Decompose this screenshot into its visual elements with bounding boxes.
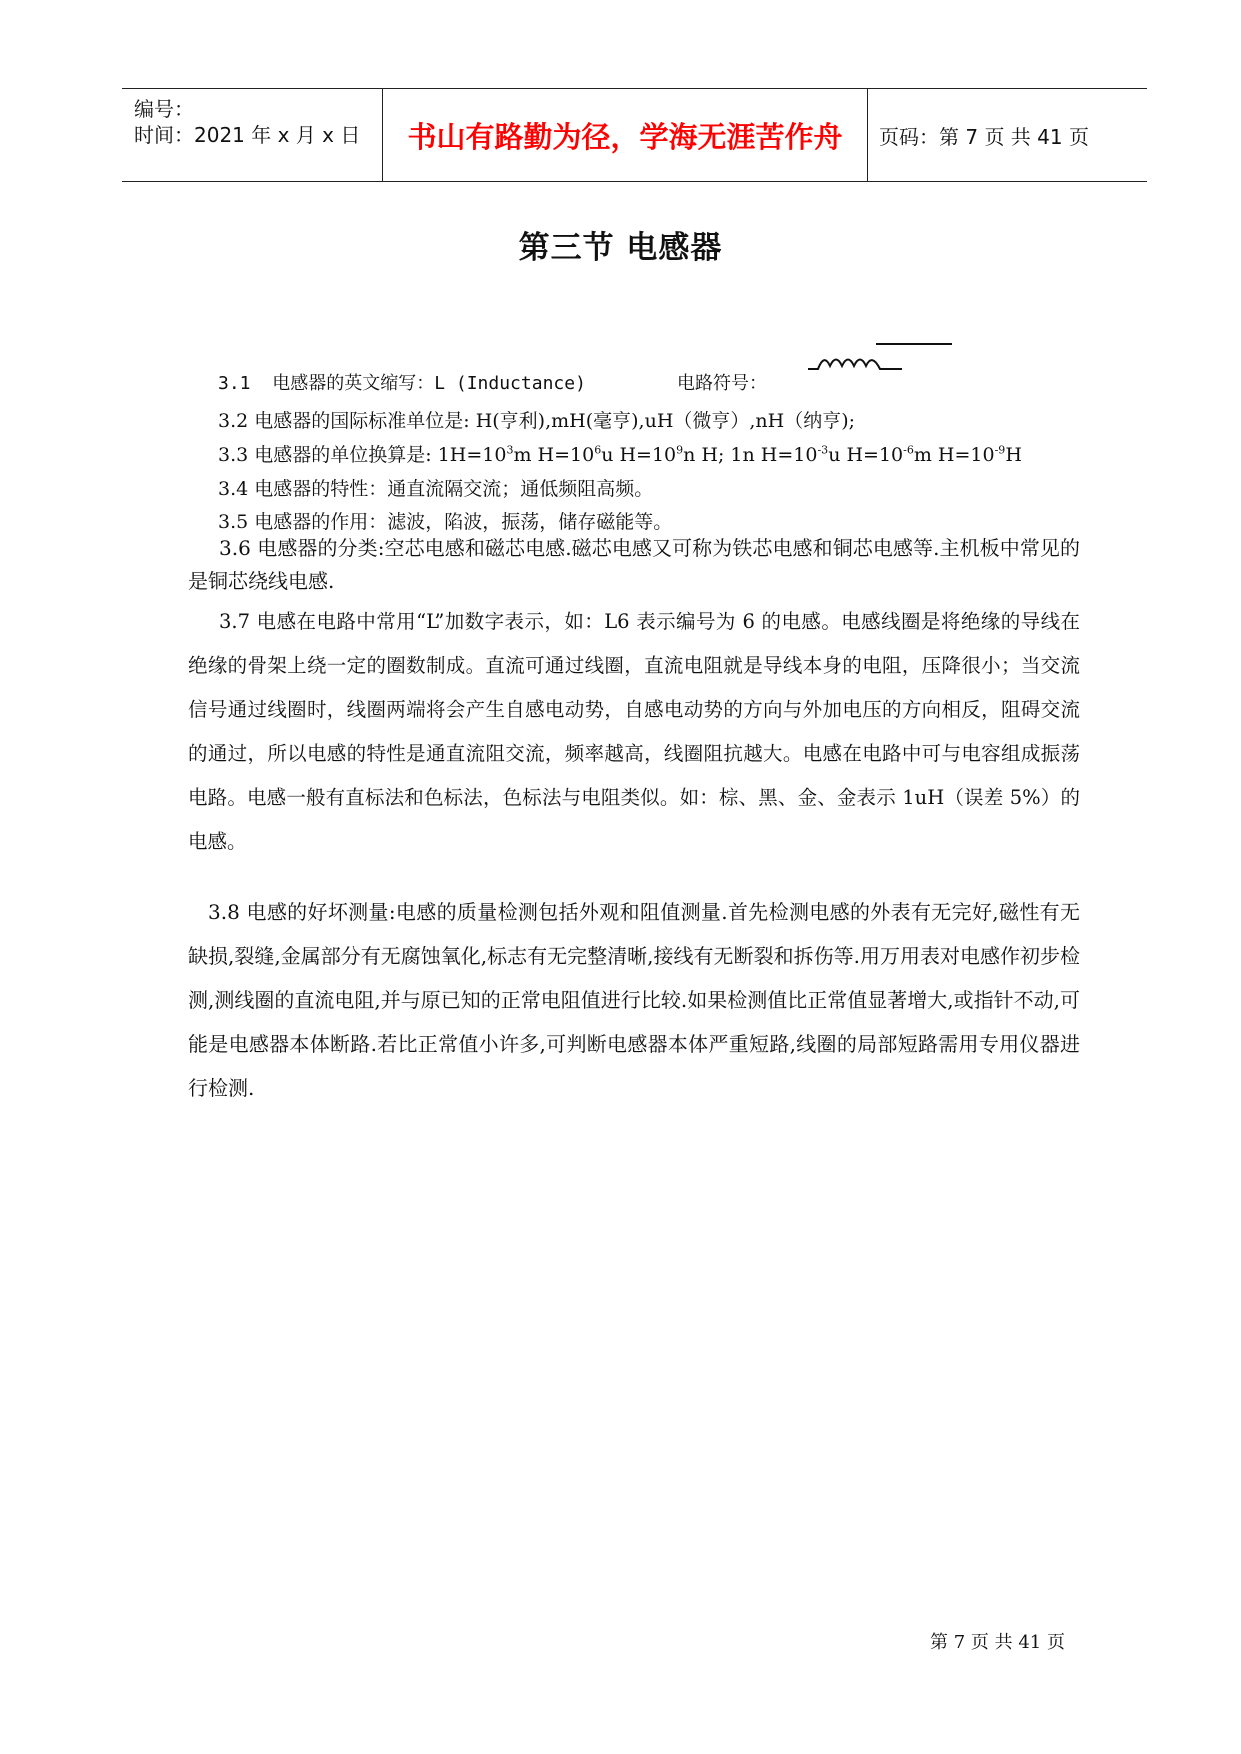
item-3-1 [218,369,586,395]
item-3-7 [188,600,1080,864]
page-footer: 第 7 页 共 41 页 [930,1632,1065,1653]
conv-f: u H=10 [828,444,904,466]
item-3-5: 3.5 电感器的作用：滤波，陷波，振荡，储存磁能等。 [218,511,673,533]
item-3-6-text: 3.6 电感器的分类:空芯电感和磁芯电感.磁芯电感又可称为铁芯电感和铜芯电感等.主机板中常见的是铜芯绕线电感. [188,536,1080,593]
exp-2: 6 [594,443,602,457]
time-label: 时间：2021 年 x 月 x 日 [134,123,361,147]
symbol-label: 电路符号： [677,373,767,394]
item-3-1-text: 电感器的英文缩写：L (Inductance) [272,373,586,394]
item-3-8-text: 3.8 电感的好坏测量:电感的质量检测包括外观和阻值测量.首先检测电感的外表有无完好,磁性有无缺损,裂缝,金属部分有无腐蚀氧化,标志有无完整清晰,接线有无断裂和拆伤等.用万用表对电感作初步检测,测线圈的直流电阻,并与原已知的正常电阻值进行比较.如果检测值比正常值显著增大,或指针不动,可能是电感器本体断路.若比正常值小许多,可判断电感器本体严重短路,线圈的局部短路需用专用仪器进行检测. [188,900,1080,1100]
conv-a: 3.3 电感器的单位换算是: 1H=10 [218,444,507,466]
item-3-2: 3.2 电感器的国际标准单位是: H(亨利),mH(毫亨),uH（微亨）,nH（纳亨); [218,410,856,432]
conv-h: H [1005,444,1022,466]
header-table [122,88,1147,182]
conv-d: n H; 1n H=10 [683,444,818,466]
exp-5: -6 [903,443,914,457]
conv-g: m H=10 [913,444,995,466]
item-3-7-text: 3.7 电感在电路中常用“L”加数字表示，如：L6 表示编号为 6 的电感。电感线圈是将绝缘的导线在绝缘的骨架上绕一定的圈数制成。直流可通过线圈，直流电阻就是导线本身的电阻，压降很小；当交流信号通过线圈时，线圈两端将会产生自感电动势，自感电动势的方向与外加电压的方向相反，阻碍交流的通过，所以电感的特性是通直流阻交流，频率越高，线圈阻抗越大。电感在电路中可与电容组成振荡电路。电感一般有直标法和色标法，色标法与电阻类似。如：棕、黑、金、金表示 1uH（误差 5%）的电感。 [188,610,1080,853]
section-title: 第三节 电感器 [518,230,723,266]
exp-4: -3 [817,443,829,457]
conv-b: m H=10 [513,444,595,466]
item-3-4: 3.4 电感器的特性：通直流隔交流；通低频阻高频。 [218,478,654,500]
conv-c: u H=10 [601,444,677,466]
inductor-symbol-icon [806,340,958,374]
item-3-8 [188,890,1080,1110]
item-3-1-number: 3.1 [218,373,251,394]
item-3-3 [218,440,1022,467]
page-info: 页码：第 7 页 共 41 页 [879,124,1089,149]
item-3-6 [188,532,1080,598]
header-info-cell [122,89,383,181]
exp-6: -9 [994,443,1006,457]
exp-3: 9 [676,443,684,457]
exp-1: 3 [506,443,514,457]
motto: 书山有路勤为径，学海无涯苦作舟 [383,89,868,181]
serial-label: 编号： [134,97,194,121]
